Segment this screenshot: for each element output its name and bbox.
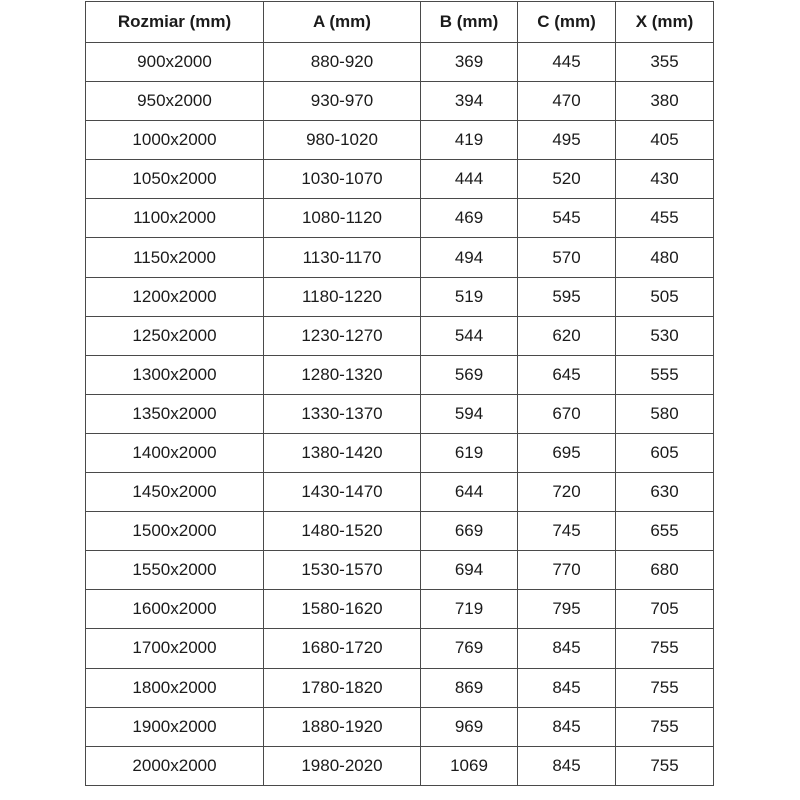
table-cell: 845: [518, 629, 616, 668]
table-cell: 605: [616, 433, 714, 472]
table-cell: 755: [616, 746, 714, 785]
table-row: [86, 629, 714, 668]
table-cell: 769: [421, 629, 518, 668]
table-cell: 594: [421, 394, 518, 433]
table-cell: 595: [518, 277, 616, 316]
table-cell: 980-1020: [264, 121, 421, 160]
table-cell: 745: [518, 512, 616, 551]
table-cell: 1130-1170: [264, 238, 421, 277]
table-cell: 530: [616, 316, 714, 355]
table-cell: 455: [616, 199, 714, 238]
table-cell: 1180-1220: [264, 277, 421, 316]
table-cell: 555: [616, 355, 714, 394]
table-cell: 1550x2000: [86, 551, 264, 590]
table-row: [86, 355, 714, 394]
table-cell: 1500x2000: [86, 512, 264, 551]
table-cell: 630: [616, 473, 714, 512]
table-cell: 1300x2000: [86, 355, 264, 394]
table-row: [86, 512, 714, 551]
table-row: [86, 316, 714, 355]
table-cell: 1080-1120: [264, 199, 421, 238]
table-cell: 1600x2000: [86, 590, 264, 629]
table-cell: 355: [616, 43, 714, 82]
table-cell: 580: [616, 394, 714, 433]
table-cell: 544: [421, 316, 518, 355]
table-cell: 1700x2000: [86, 629, 264, 668]
table-cell: 680: [616, 551, 714, 590]
table-row: [86, 394, 714, 433]
table-cell: 705: [616, 590, 714, 629]
table-cell: 1880-1920: [264, 707, 421, 746]
table-cell: 695: [518, 433, 616, 472]
table-cell: 645: [518, 355, 616, 394]
table-cell: 845: [518, 668, 616, 707]
table-cell: 519: [421, 277, 518, 316]
table-cell: 520: [518, 160, 616, 199]
table-cell: 1030-1070: [264, 160, 421, 199]
table-row: [86, 668, 714, 707]
column-header: Rozmiar (mm): [86, 2, 264, 43]
table-cell: 1069: [421, 746, 518, 785]
table-cell: 469: [421, 199, 518, 238]
table-cell: 1980-2020: [264, 746, 421, 785]
table-cell: 655: [616, 512, 714, 551]
table-cell: 1150x2000: [86, 238, 264, 277]
table-cell: 430: [616, 160, 714, 199]
table-cell: 950x2000: [86, 82, 264, 121]
table-row: [86, 746, 714, 785]
table-cell: 545: [518, 199, 616, 238]
table-row: [86, 277, 714, 316]
table-cell: 470: [518, 82, 616, 121]
table-cell: 570: [518, 238, 616, 277]
table-cell: 755: [616, 668, 714, 707]
table-row: [86, 160, 714, 199]
table-cell: 644: [421, 473, 518, 512]
table-cell: 419: [421, 121, 518, 160]
table-cell: 845: [518, 707, 616, 746]
table-cell: 1380-1420: [264, 433, 421, 472]
table-cell: 1480-1520: [264, 512, 421, 551]
table-cell: 620: [518, 316, 616, 355]
table-row: [86, 199, 714, 238]
table-cell: 1450x2000: [86, 473, 264, 512]
header-row: [86, 2, 714, 43]
column-header: X (mm): [616, 2, 714, 43]
table-cell: 619: [421, 433, 518, 472]
table-cell: 1280-1320: [264, 355, 421, 394]
table-cell: 494: [421, 238, 518, 277]
column-header: A (mm): [264, 2, 421, 43]
table-cell: 755: [616, 707, 714, 746]
table-cell: 795: [518, 590, 616, 629]
table-row: [86, 590, 714, 629]
table-cell: 1900x2000: [86, 707, 264, 746]
table-cell: 1680-1720: [264, 629, 421, 668]
table-cell: 670: [518, 394, 616, 433]
table-cell: 2000x2000: [86, 746, 264, 785]
column-header: B (mm): [421, 2, 518, 43]
table-cell: 880-920: [264, 43, 421, 82]
table-cell: 405: [616, 121, 714, 160]
table-row: [86, 707, 714, 746]
table-cell: 1430-1470: [264, 473, 421, 512]
table-cell: 394: [421, 82, 518, 121]
table-cell: 380: [616, 82, 714, 121]
table-cell: 1200x2000: [86, 277, 264, 316]
table-row: [86, 82, 714, 121]
table-cell: 770: [518, 551, 616, 590]
table-cell: 694: [421, 551, 518, 590]
table-cell: 845: [518, 746, 616, 785]
table-cell: 869: [421, 668, 518, 707]
table-cell: 505: [616, 277, 714, 316]
table-row: [86, 121, 714, 160]
table-cell: 1330-1370: [264, 394, 421, 433]
table-cell: 569: [421, 355, 518, 394]
table-body: [86, 43, 714, 786]
table-cell: 1780-1820: [264, 668, 421, 707]
table-cell: 1530-1570: [264, 551, 421, 590]
column-header: C (mm): [518, 2, 616, 43]
table-cell: 1100x2000: [86, 199, 264, 238]
table-cell: 1230-1270: [264, 316, 421, 355]
table-cell: 480: [616, 238, 714, 277]
table-row: [86, 43, 714, 82]
table-cell: 369: [421, 43, 518, 82]
table-cell: 719: [421, 590, 518, 629]
table-cell: 444: [421, 160, 518, 199]
table-cell: 1000x2000: [86, 121, 264, 160]
size-table: [85, 1, 714, 786]
table-cell: 1580-1620: [264, 590, 421, 629]
table-cell: 1400x2000: [86, 433, 264, 472]
table-cell: 1800x2000: [86, 668, 264, 707]
table-cell: 445: [518, 43, 616, 82]
table-row: [86, 473, 714, 512]
table-cell: 755: [616, 629, 714, 668]
table-row: [86, 551, 714, 590]
table-cell: 720: [518, 473, 616, 512]
table-cell: 1050x2000: [86, 160, 264, 199]
table-cell: 495: [518, 121, 616, 160]
table-row: [86, 238, 714, 277]
table-cell: 1350x2000: [86, 394, 264, 433]
table-cell: 930-970: [264, 82, 421, 121]
table-row: [86, 433, 714, 472]
table-cell: 969: [421, 707, 518, 746]
table-cell: 669: [421, 512, 518, 551]
table-cell: 900x2000: [86, 43, 264, 82]
table-cell: 1250x2000: [86, 316, 264, 355]
